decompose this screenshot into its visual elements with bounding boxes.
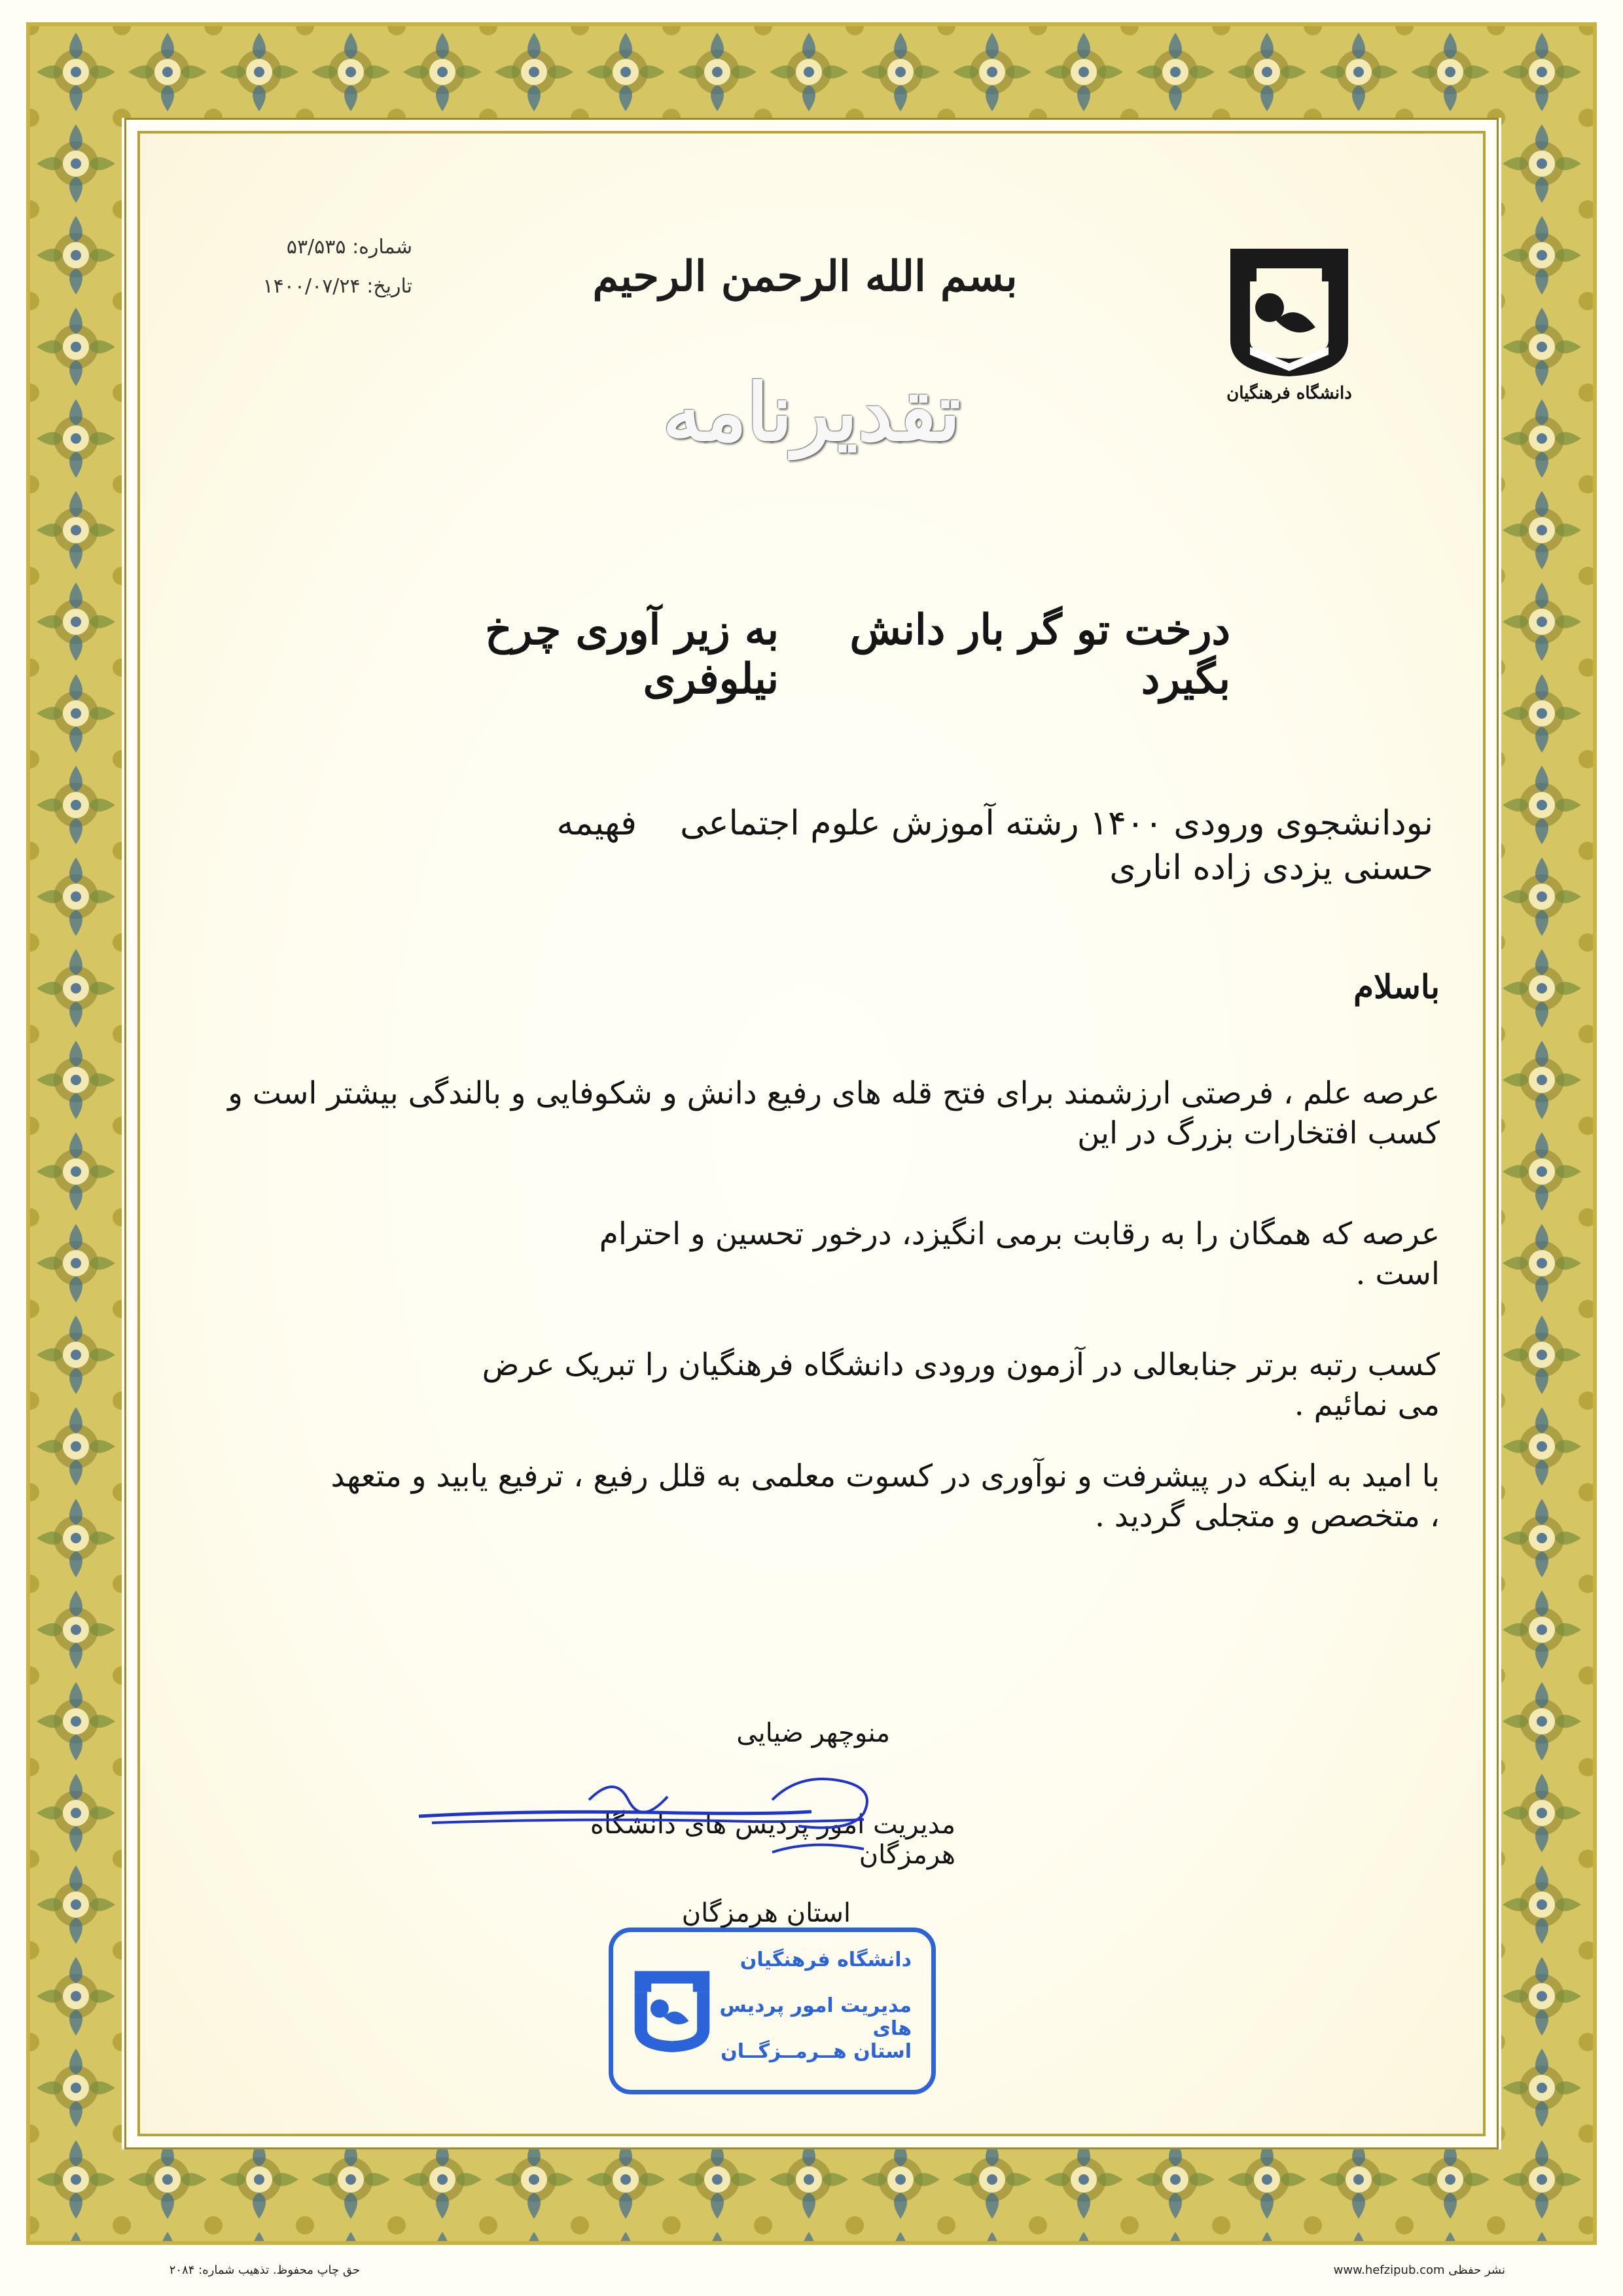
body-line-1: عرصه علم ، فرصتی ارزشمند برای فتح قله های رفیع دانش و شکوفایی و بالندگی بیشتر است و کسب افتخارات بزرگ در این xyxy=(228,1075,1440,1152)
signatory-province: استان هرمزگان xyxy=(681,1898,851,1928)
stamp-line-2: مدیریت امور پردیس های xyxy=(719,1994,912,2040)
university-logo xyxy=(1217,242,1361,406)
footer-copyright: حق چاپ محفوظ. تذهیب شماره: ۲۰۸۴ xyxy=(169,2263,360,2277)
signatory-title: مدیریت امور پردیس های دانشگاه هرمزگان xyxy=(590,1810,955,1870)
certificate-title: تقدیرنامه xyxy=(662,367,961,459)
number-label: شماره: xyxy=(352,236,412,259)
greeting: باسلام xyxy=(1353,967,1440,1006)
poem-right-hemistich: درخت تو گر بار دانش بگیرد xyxy=(849,605,1230,704)
basmala: بسم الله الرحمن الرحیم xyxy=(592,252,1018,301)
logo-caption: دانشگاه فرهنگیان xyxy=(1226,384,1352,403)
poem-left-hemistich: به زیر آوری چرخ نیلوفری xyxy=(485,605,779,704)
signatory-name: منوچهر ضیایی xyxy=(736,1718,890,1748)
number-value: ۵۳/۵۳۵ xyxy=(286,236,346,259)
recipient-line xyxy=(517,802,1433,890)
official-stamp xyxy=(609,1928,936,2094)
handwritten-signature xyxy=(406,1761,982,1865)
body-line-4: با امید به اینکه در پیشرفت و نوآوری در کسوت معلمی به قلل رفیع ، ترفیع یابید و متعهد ، متخصص و متجلی گردید . xyxy=(330,1458,1440,1535)
date-row xyxy=(196,275,412,298)
university-logo-icon xyxy=(1217,242,1361,380)
date-value: ۱۴۰۰/۰۷/۲۴ xyxy=(262,275,361,298)
recipient-prefix: نودانشجوی ورودی ۱۴۰۰ رشته آموزش علوم اجتماعی xyxy=(680,804,1433,843)
stamp-line-3: استان هــرمــزگــان xyxy=(721,2040,912,2063)
date-label: تاریخ: xyxy=(366,275,412,298)
footer-publisher: www.hefzipub.com نشر حفظی xyxy=(1333,2263,1505,2277)
recipient-name: فهیمه حسنی یزدی زاده اناری xyxy=(556,804,1433,888)
body-line-2: عرصه که همگان را به رقابت برمی انگیزد، درخور تحسین و احترام است . xyxy=(599,1216,1440,1293)
number-row xyxy=(196,236,412,259)
body-line-3: کسب رتبه برتر جنابعالی در آزمون ورودی دانشگاه فرهنگیان را تبریک عرض می نمائیم . xyxy=(482,1347,1440,1424)
stamp-logo-icon xyxy=(626,1952,718,2070)
stamp-line-1: دانشگاه فرهنگیان xyxy=(740,1948,912,1971)
